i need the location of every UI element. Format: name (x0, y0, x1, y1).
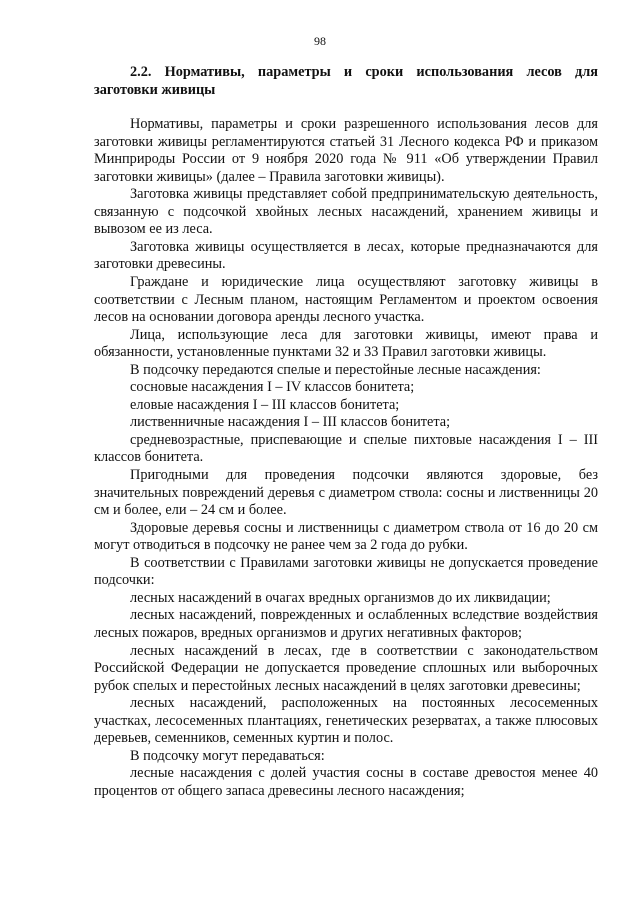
paragraph: В подсочку могут передаваться: (130, 747, 325, 764)
paragraph: Лица, использующие леса для заготовки живицы, имеют права и обязанности, установленные пунктами 32 и 33 Правил заготовки живицы. (94, 326, 598, 361)
list-item: лесных насаждений в лесах, где в соответствии с законодательством Российской Федерации не допускается проведение сплошных или выборочных рубок спелых и перестойных лесных насаждений в целях заготовки древесины; (94, 642, 598, 694)
paragraph: В подсочку передаются спелые и перестойные лесные насаждения: (130, 361, 541, 378)
list-item: сосновые насаждения I – IV классов бонитета; (130, 379, 415, 396)
paragraph: Заготовка живицы осуществляется в лесах, которые предназначаются для заготовки древесины. (94, 238, 598, 273)
paragraph: Заготовка живицы представляет собой предпринимательскую деятельность, связанную с подсочкой хвойных лесных насаждений, хранением живицы и вывозом ее из леса. (94, 186, 598, 238)
paragraph: В соответствии с Правилами заготовки живицы не допускается проведение подсочки: (94, 554, 598, 589)
page-number: 98 (314, 34, 326, 48)
paragraph: Пригодными для проведения подсочки являются здоровые, без значительных повреждений деревья с диаметром ствола: сосны и лиственницы 20 см и более, ели – 24 см и более. (94, 467, 598, 519)
page-content (94, 64, 598, 800)
section-heading: 2.2. Нормативы, параметры и сроки использования лесов для заготовки живицы (94, 64, 598, 98)
list-item: лиственничные насаждения I – III классов бонитета; (130, 414, 451, 431)
list-item: лесных насаждений, поврежденных и ослабленных вследствие воздействия лесных пожаров, вредных организмов и других негативных факторов; (94, 607, 598, 641)
list-item: средневозрастные, приспевающие и спелые пихтовые насаждения I – III классов бонитета. (94, 431, 598, 466)
list-item: лесных насаждений, расположенных на постоянных лесосеменных участках, лесосеменных плантациях, генетических резерватах, а также плюсовых деревьев, семенников, семенных куртин и полос. (94, 695, 598, 747)
paragraph: Граждане и юридические лица осуществляют заготовку живицы в соответствии с Лесным планом, настоящим Регламентом и проектом освоения лесов на основании договора аренды лесного участка. (94, 274, 598, 326)
paragraph: Здоровые деревья сосны и лиственницы с диаметром ствола от 16 до 20 см могут отводиться в подсочку не ранее чем за 2 года до рубки. (94, 519, 598, 554)
paragraph: Нормативы, параметры и сроки разрешенного использования лесов для заготовки живицы регламентируются статьей 31 Лесного кодекса РФ и приказом Минприроды России от 9 ноября 2020 года № 911 «Об утверждении Правил заготовки живицы» (далее – Правила заготовки живицы). (94, 116, 598, 185)
list-item: лесные насаждения с долей участия сосны в составе древостоя менее 40 процентов от общего запаса древесины лесного насаждения; (94, 765, 598, 799)
list-item: лесных насаждений в очагах вредных организмов до их ликвидации; (130, 589, 551, 606)
list-item: еловые насаждения I – III классов бонитета; (130, 396, 400, 413)
